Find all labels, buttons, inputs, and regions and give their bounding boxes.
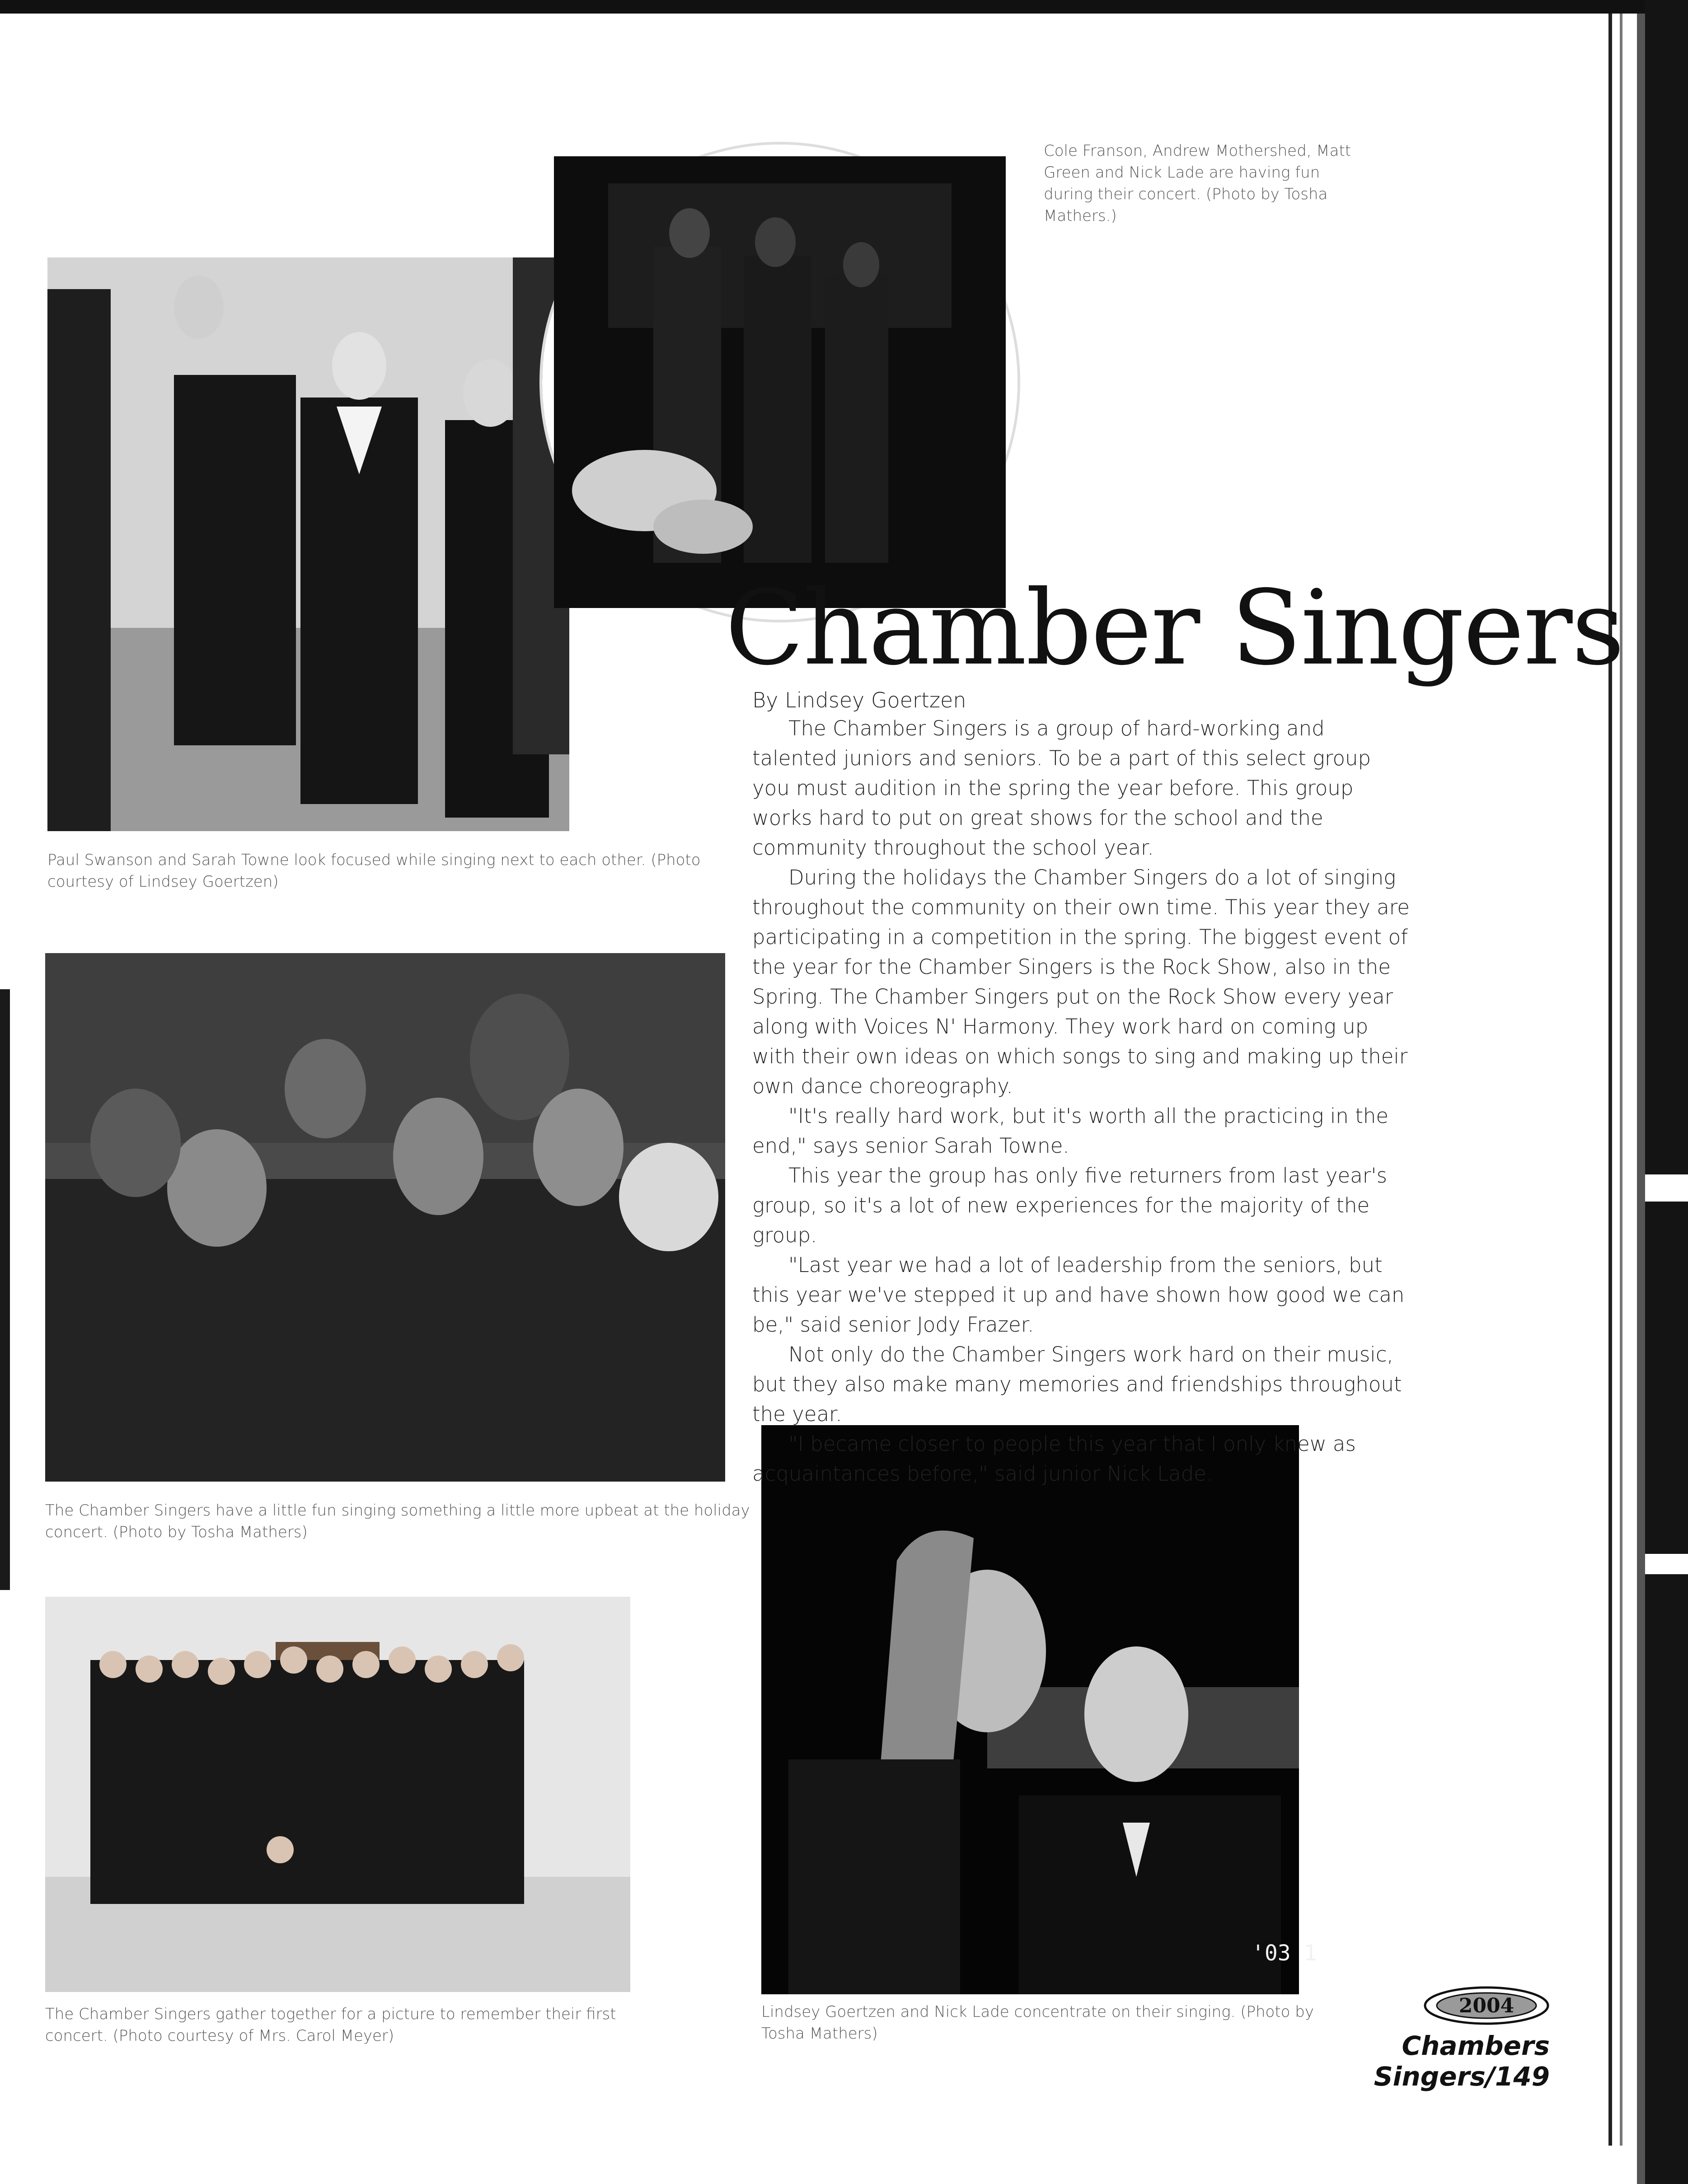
photo-goertzen-lade <box>761 1425 1317 1994</box>
page-edge-right <box>1645 0 1688 2184</box>
caption-photo-goertzen-lade: Lindsey Goertzen and Nick Lade concentrate on their singing. (Photo by Tosha Mathers) <box>761 2003 1314 2043</box>
page-border-line <box>1608 14 1612 2146</box>
page-edge-left <box>0 989 10 1590</box>
year-badge <box>1423 1985 1550 2026</box>
article-paragraph: The Chamber Singers is a group of hard-working and talented juniors and seniors. To be a part of this select group you must audition in the spring the year before. This group works hard to put on great shows for the school and the community throughout the school year. <box>752 716 1371 860</box>
photo-date-stamp: '03 1 <box>1252 1941 1317 1966</box>
photo-circle-concert <box>542 145 1017 620</box>
article-paragraph: "I became closer to people this year that I only knew as acquaintances before," said junior Nick Lade. <box>752 1432 1356 1486</box>
page-binding-shadow <box>1637 14 1645 2184</box>
edge-tab <box>1645 1174 1688 1202</box>
photo-swanson-towne <box>47 257 569 831</box>
article-paragraph: This year the group has only five returners from last year's group, so it's a lot of new experiences for the majority of the group. <box>752 1164 1388 1247</box>
photo-holiday-fun <box>45 953 725 1482</box>
article-body <box>752 714 1412 1489</box>
caption-photo-group: The Chamber Singers gather together for a picture to remember their first concert. (Photo courtesy of Mrs. Carol Meyer) <box>45 2005 616 2045</box>
page-edge-top <box>0 0 1688 14</box>
page-title: Chamber Singers <box>725 568 1624 688</box>
article-paragraph: "It's really hard work, but it's worth all the practicing in the end," says senior Sarah Towne. <box>752 1104 1389 1158</box>
edge-tab <box>1645 1554 1688 1574</box>
article-paragraph: During the holidays the Chamber Singers do a lot of singing throughout the community on their own time. This year they are participating in a competition in the spring. The biggest event of the year for the Chamber Singers is the Rock Show, also in the Spring. The Chamber Singers put on the Rock Show every year along with Voices N' Harmony. They work hard on coming up with their own ideas on which songs to sing and making up their own dance choreography. <box>752 865 1410 1098</box>
article-paragraph: Not only do the Chamber Singers work hard on their music, but they also make many memories and friendships throughout the year. <box>752 1342 1402 1426</box>
caption-photo-holiday-fun: The Chamber Singers have a little fun singing something a little more upbeat at the holiday concert. (Photo by Tosha Mathers) <box>45 1501 750 1541</box>
badge-year-text: 2004 <box>1458 1994 1515 2017</box>
caption-photo-swanson-towne: Paul Swanson and Sarah Towne look focused while singing next to each other. (Photo courtesy of Lindsey Goertzen) <box>47 851 701 891</box>
page-border-line-inner <box>1620 14 1622 2146</box>
article-paragraph: "Last year we had a lot of leadership from the seniors, but this year we've stepped it up and have shown how good we can be," said senior Jody Frazer. <box>752 1253 1405 1337</box>
photo-group <box>45 1597 630 1992</box>
byline: By Lindsey Goertzen <box>752 688 966 712</box>
page-folio: Chambers Singers/149 <box>1374 2030 1550 2092</box>
caption-photo-circle: Cole Franson, Andrew Mothershed, Matt Green and Nick Lade are having fun during their concert. (Photo by Tosha Mathers.) <box>1044 142 1351 225</box>
